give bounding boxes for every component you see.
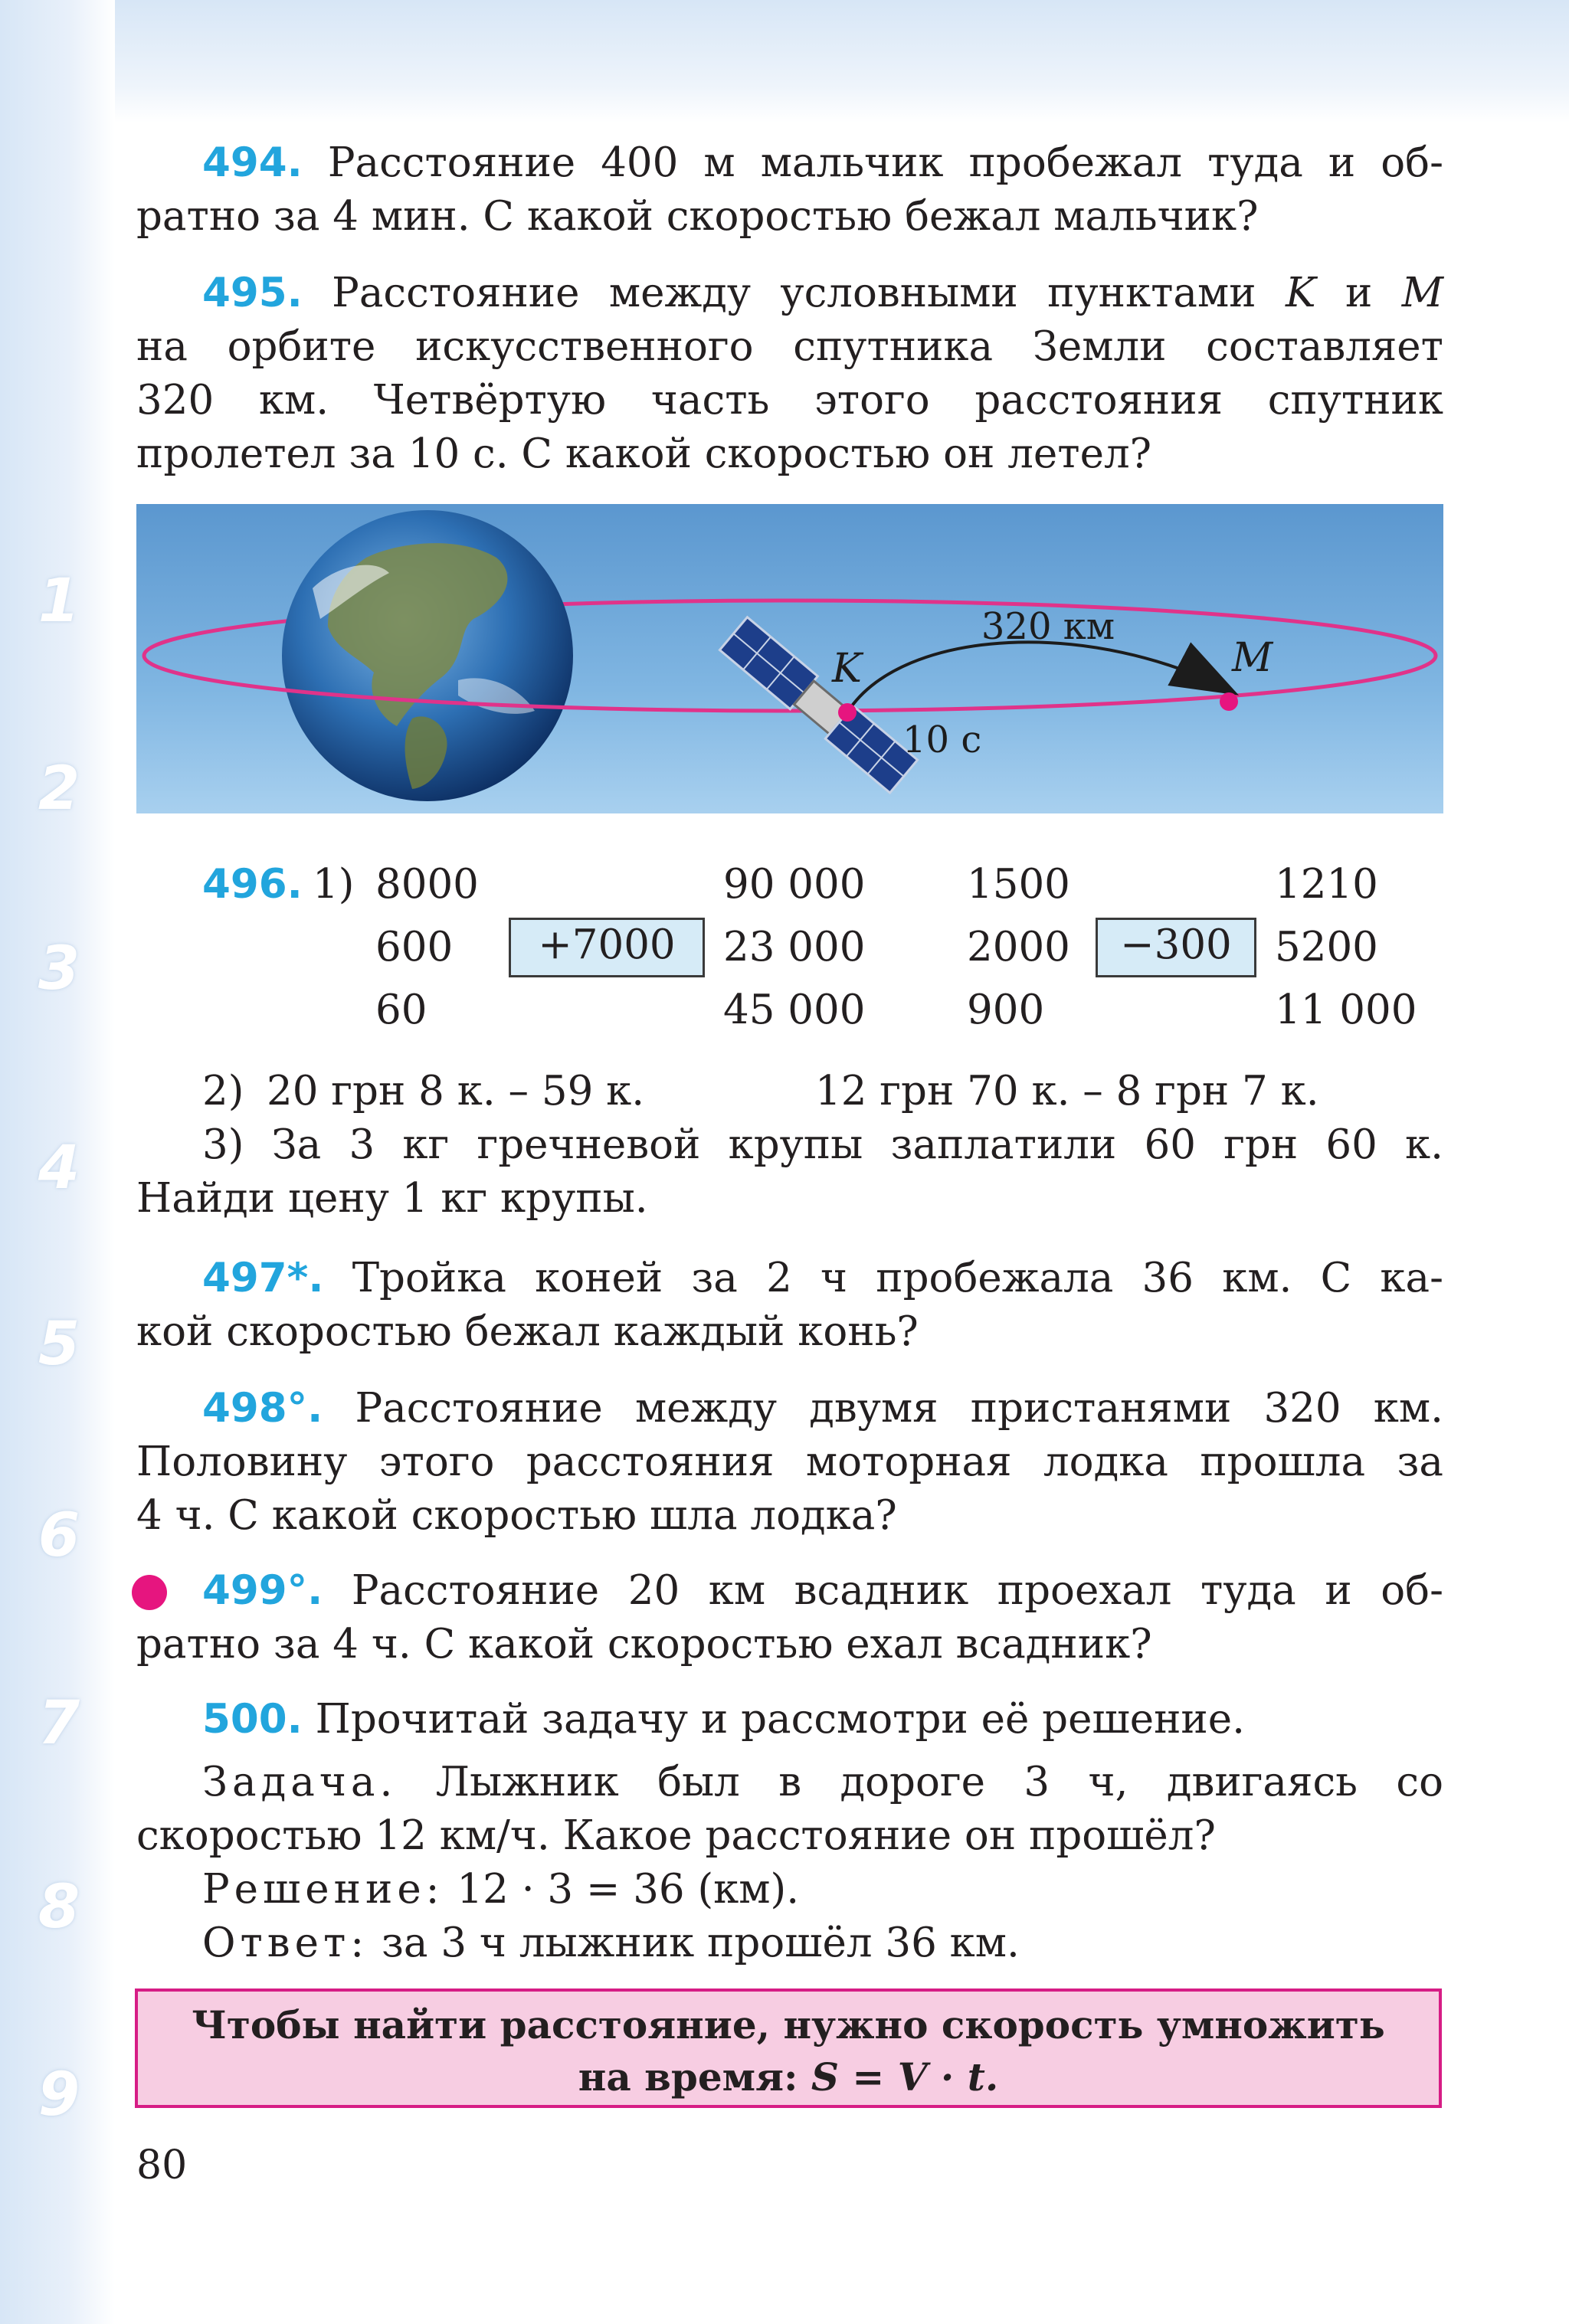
exercise-text: ратно за 4 мин. С какой скоростью бежал мальчик? [136,193,1259,240]
number-cell: 1500 [967,861,1070,908]
rule-formula: S = V · t. [811,2054,999,2100]
exercise-number: 494. [202,139,303,186]
answer-text: за 3 ч лыжник прошёл 36 км. [382,1920,1020,1966]
page-number: 80 [136,2142,188,2188]
distance-label: 320 км [981,605,1115,648]
number-cell: 8000 [375,861,479,908]
conjunction: и [1345,270,1373,316]
point-k-label: K [1285,270,1316,316]
number-cell: 5200 [1275,924,1378,971]
exercise-number: 496. [202,861,303,908]
rule-box [135,1988,1442,2108]
number-cell: 600 [375,924,454,971]
solution-text: 12 · 3 = 36 (км). [457,1866,800,1913]
exercise-500 [136,1693,1443,1970]
number-cell: 60 [375,987,427,1033]
point-k-label: K [832,646,862,692]
exercise-text: Найди цену 1 кг крупы. [136,1175,648,1222]
orbit-svg [136,504,1443,813]
side-number: 3 [38,935,80,1003]
side-number: 4 [38,1134,80,1203]
exercise-497 [136,1252,1443,1359]
exercise-text: Расстояние между двумя пристанями 320 км. [355,1385,1443,1432]
operator-box: +7000 [509,918,705,977]
task-text: скоростью 12 км/ч. Какое расстояние он прошёл? [136,1812,1216,1859]
exercise-text: на орбите искусственного спутника Земли составляет [136,323,1443,370]
orbit-illustration [136,504,1443,813]
exercise-text: 4 ч. С какой скоростью шла лодка? [136,1492,897,1539]
operator-box: −300 [1096,918,1256,977]
exercise-text: Прочитай задачу и рассмотри её решение. [315,1696,1245,1743]
time-label: 10 с [902,718,982,761]
exercise-text: 320 км. Четвёртую часть этого расстояния спутник [136,377,1443,424]
exercise-499 [136,1564,1443,1671]
answer-label: Ответ: [202,1920,369,1966]
point-m-label: M [1232,635,1273,681]
side-band [0,0,115,2324]
point-m-dot [1220,692,1238,711]
exercise-number: 497*. [202,1255,324,1301]
exercise-495 [136,267,1443,481]
side-number: 6 [38,1501,80,1570]
top-band [0,0,1569,123]
exercise-text: Расстояние 20 км всадник проехал туда и об- [351,1567,1443,1614]
side-number: 5 [38,1310,80,1379]
number-cell: 1210 [1275,861,1378,908]
part-label: 1) [313,861,355,908]
exercise-text: Тройка коней за 2 ч пробежала 36 км. С ка- [352,1255,1443,1301]
solution-label: Решение: [202,1866,444,1913]
number-cell: 11 000 [1275,987,1417,1033]
side-number: 7 [38,1689,80,1758]
exercise-text: ратно за 4 ч. С какой скоростью ехал всадник? [136,1621,1152,1668]
exercise-number: 500. [202,1696,303,1743]
exercise-number: 498°. [202,1385,323,1432]
point-m-label: M [1401,270,1443,316]
earth-icon [282,510,573,801]
part-label: 2) [202,1068,244,1115]
exercise-text: Половину этого расстояния моторная лодка прошла за [136,1439,1443,1485]
exercise-number: 499°. [202,1567,323,1614]
task-label: Задача. [202,1759,398,1805]
side-number: 1 [38,567,80,636]
point-k-dot [838,703,857,722]
rule-text: Чтобы найти расстояние, нужно скорость умножить [192,2002,1385,2047]
exercise-text: Расстояние 400 м мальчик пробежал туда и об- [327,139,1443,186]
exercise-494 [136,136,1443,244]
number-cell: 900 [967,987,1045,1033]
number-cell: 2000 [967,924,1070,971]
side-number: 8 [38,1873,80,1942]
number-cell: 90 000 [723,861,866,908]
exercise-498 [136,1382,1443,1543]
number-cell: 23 000 [723,924,866,971]
exercise-number: 495. [202,270,303,316]
exercise-text: пролетел за 10 с. С какой скоростью он летел? [136,430,1152,477]
side-number: 9 [38,2061,80,2129]
expression: 20 грн 8 к. – 59 к. [267,1068,645,1115]
side-number: 2 [38,754,80,823]
expression: 12 грн 70 к. – 8 грн 7 к. [815,1068,1319,1115]
exercise-text: 3) За 3 кг гречневой крупы заплатили 60 грн 60 к. [202,1121,1443,1168]
exercise-text: кой скоростью бежал каждый конь? [136,1308,919,1355]
exercise-text: Расстояние между условными пунктами [332,270,1256,316]
number-cell: 45 000 [723,987,866,1033]
rule-text: на время: [578,2054,798,2100]
task-text: Лыжник был в дороге 3 ч, двигаясь со [435,1759,1443,1805]
